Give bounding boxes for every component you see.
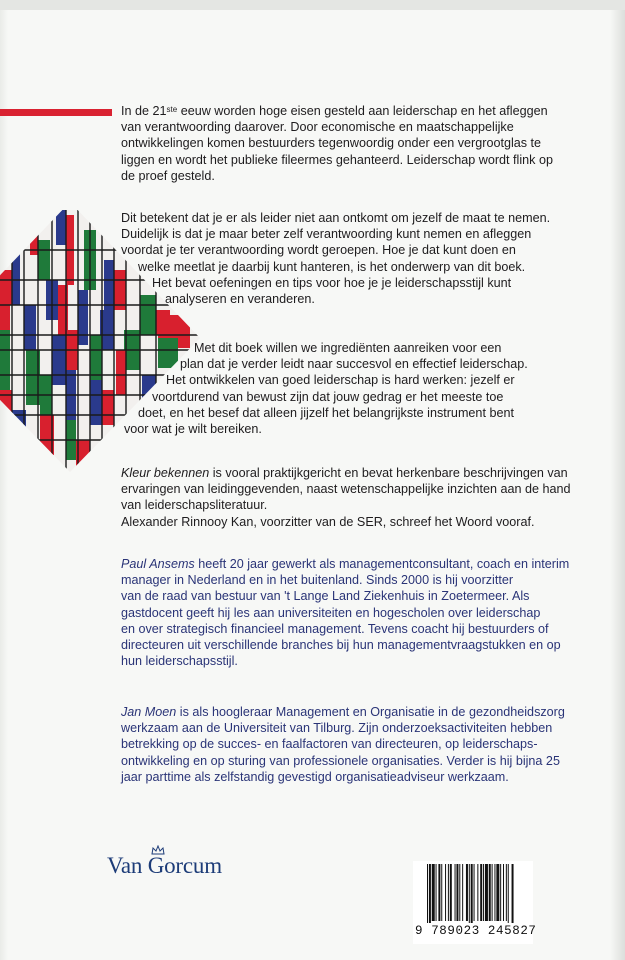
barcode-bar	[483, 864, 484, 921]
author-name-ansems: Paul Ansems	[121, 557, 195, 571]
barcode-bar	[448, 864, 449, 921]
ansems-line-7: hun leiderschapsstijl.	[121, 654, 238, 669]
barcode-bar	[438, 864, 440, 921]
barcode-bar	[441, 864, 442, 921]
barcode-bar	[459, 864, 460, 921]
p3-line-3: Het ontwikkelen van goed leiderschap is hard werken: jezelf er	[166, 373, 515, 388]
barcode-bar	[496, 864, 499, 921]
barcode-bar	[500, 864, 501, 921]
barcode-bar	[471, 864, 473, 923]
p2-line-4: welke meetlat je daarbij kunt hanteren, is het onderwerp van dit boek.	[138, 259, 526, 274]
book-title: Kleur bekennen	[121, 466, 210, 480]
barcode-bar	[480, 864, 482, 921]
crown-icon	[151, 845, 165, 855]
isbn-number: 9 789023 245827	[415, 924, 537, 938]
ansems-line-3: van de raad van bestuur van 't Lange Land Ziekenhuis in Zoetermeer. Als	[121, 589, 530, 604]
intro-paragraph	[121, 103, 553, 184]
p3-line-4: voortdurend van bewust zijn dat jouw gedrag er het meeste toe	[152, 389, 504, 404]
publisher-logo-text: Van Gorcum	[107, 853, 222, 878]
moen-line-4: ontwikkeling en op sturing van professionele organisaties. Verder is hij bijna 25	[121, 753, 560, 768]
barcode-bar	[456, 864, 458, 921]
ansems-line-1-rest: heeft 20 jaar gewerkt als managementconsultant, coach en interim	[194, 557, 570, 571]
barcode-bar	[485, 864, 488, 921]
barcode-bar	[512, 864, 514, 923]
barcode-bar	[492, 864, 493, 921]
moen-line-5: jaar parttime als zelfstandig gevestigd organisatieadviseur werkzaam.	[121, 769, 509, 784]
barcode-bar	[469, 864, 470, 923]
intro-line-1-start: In de 21	[121, 104, 167, 118]
author-bio-moen	[121, 704, 565, 785]
author-bio-ansems	[121, 556, 569, 669]
moen-line-3: betrekking op de succes- en faalfactoren van directeuren, op leiderschaps-	[121, 737, 538, 752]
summary-line-3: van leiderschapsliteratuur.	[121, 498, 268, 513]
intro-line-4: liggen en wordt het publieke fileermes gehanteerd. Leiderschap wordt flink op	[121, 152, 553, 167]
ansems-line-5: en over strategisch financieel management. Tevens coacht hij bestuurders of	[121, 621, 549, 636]
ansems-line-4: gastdocent geeft hij les aan universiteiten en hogescholen over leiderschap	[121, 605, 541, 620]
barcode-bar	[508, 864, 509, 923]
barcode-bar	[450, 864, 452, 921]
barcode-bar	[429, 864, 431, 923]
p2-line-6: analyseren en veranderen.	[165, 292, 315, 307]
barcode-bar	[466, 864, 468, 921]
barcode-bar	[462, 864, 463, 921]
diamond-graphic	[0, 210, 200, 480]
p3-line-1: Met dit boek willen we ingrediënten aanreiken voor een	[194, 341, 502, 355]
barcode-bar	[494, 864, 495, 921]
p2-line-2: Duidelijk is dat je maar beter zelf verantwoording kunt nemen en afleggen	[121, 227, 532, 242]
intro-line-2: van verantwoording daarover. Door economische en maatschappelijke	[121, 120, 514, 135]
summary-line-1-rest: is vooral praktijkgericht en bevat herkenbare beschrijvingen van	[209, 466, 568, 480]
isbn-barcode	[413, 861, 537, 944]
barcode-bars	[413, 861, 533, 923]
barcode-bar	[436, 864, 437, 921]
barcode-bar	[506, 864, 507, 921]
barcode-bar	[432, 864, 435, 921]
red-accent-rule	[0, 109, 112, 116]
moen-line-1	[121, 704, 565, 720]
summary-line-4: Alexander Rinnooy Kan, voorzitter van de SER, schreef het Woord vooraf.	[121, 514, 535, 529]
p2-line-5: Het bevat oefeningen en tips voor hoe je je leiderschapsstijl kunt	[152, 275, 512, 290]
publisher-logo	[107, 853, 247, 893]
barcode-bar	[503, 864, 504, 921]
p3-line-5: doet, en het besef dat alleen jijzelf het belangrijkste instrument bent	[138, 405, 514, 420]
p2-line-1: Dit betekent dat je er als leider niet aan ontkomt om jezelf de maat te nemen.	[121, 211, 551, 225]
barcode-bar	[455, 864, 456, 921]
barcode-bar	[489, 864, 491, 921]
barcode-bar	[427, 864, 428, 923]
barcode-bar	[445, 864, 446, 921]
barcode-bar	[477, 864, 478, 921]
intro-line-1-end: eeuw worden hoge eisen gesteld aan leiderschap en het afleggen	[177, 104, 548, 118]
ansems-line-1	[121, 556, 569, 572]
intro-line-1	[121, 103, 553, 119]
ansems-line-2: manager in Nederland en in het buitenland. Sinds 2000 is hij voorzitter	[121, 573, 514, 588]
summary-line-2: ervaringen van leidinggevenden, naast wetenschappelijke inzichten aan de hand	[121, 482, 571, 497]
barcode-bar	[474, 864, 475, 921]
p3-line-6: voor wat je wilt bereiken.	[124, 422, 262, 437]
ansems-line-6: directeuren uit verschillende branches bij hun managementvraagstukken en op	[121, 638, 561, 653]
intro-line-3: ontwikkelingen komen bestuurders tegenwoordig onder een vergrootglas te	[121, 136, 542, 151]
p2-line-3: voordat je ter verantwoording wordt geroepen. Hoe je dat kunt doen en	[121, 243, 516, 258]
p3-line-2: plan dat je verder leidt naar succesvol en effectief leiderschap.	[180, 357, 528, 372]
cover-top-edge	[0, 0, 625, 10]
century-superscript: ste	[166, 105, 178, 114]
moen-line-2: werkzaam aan de Universiteit van Tilburg. Zijn onderzoeksactiviteiten hebben	[121, 721, 553, 736]
intro-line-5: de proef gesteld.	[121, 168, 215, 183]
moen-line-1-rest: is als hoogleraar Management en Organisatie in de gezondheidszorg	[176, 705, 565, 719]
author-name-moen: Jan Moen	[121, 705, 177, 719]
mondrian-diamond-artwork	[0, 210, 200, 480]
